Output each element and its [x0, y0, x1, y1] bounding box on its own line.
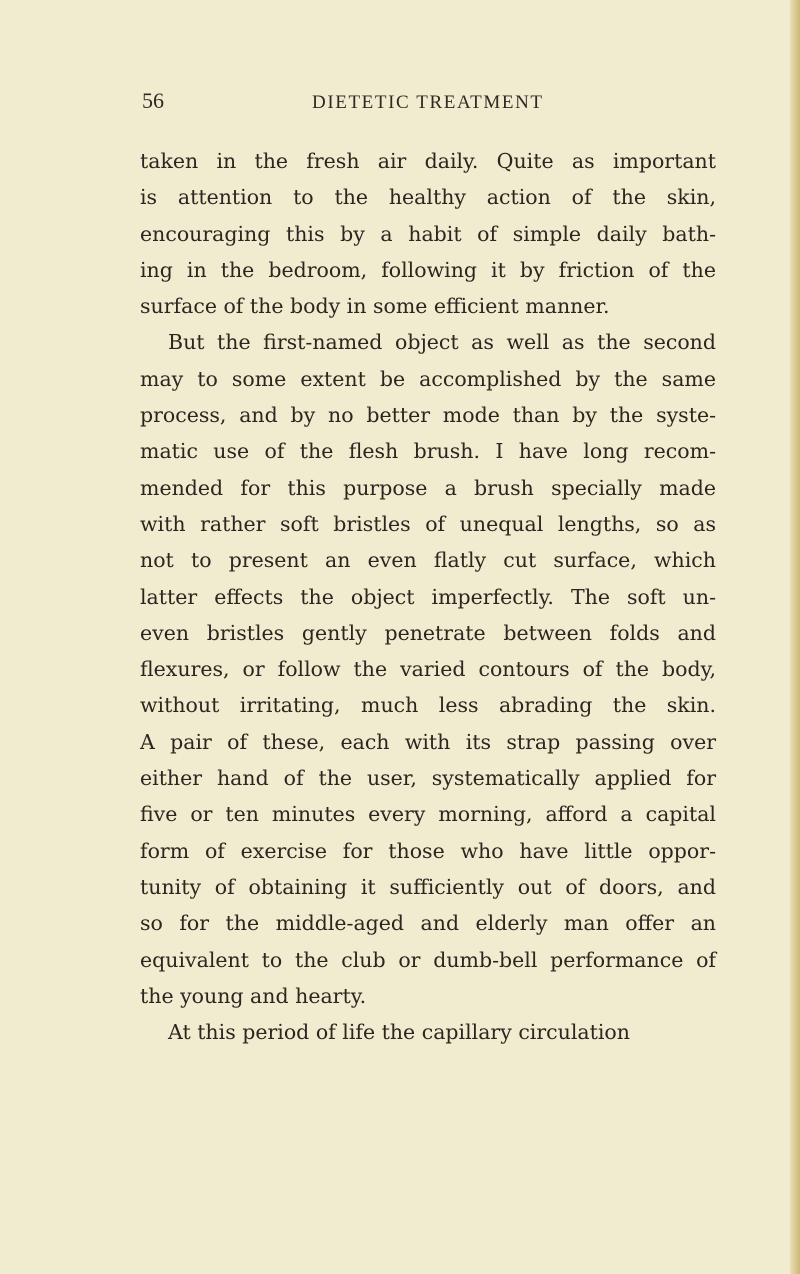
text-line: But the first-named object as well as the second	[168, 330, 716, 355]
text-line: not to present an even flatly cut surface, which	[140, 548, 716, 573]
text-line: process, and by no better mode than by the syste-	[140, 403, 716, 428]
body-text	[140, 143, 716, 1050]
text-line: flexures, or follow the varied contours of the body,	[140, 657, 716, 682]
text-line: matic use of the flesh brush. I have long recom-	[140, 439, 716, 464]
text-line: even bristles gently penetrate between folds and	[140, 620, 716, 645]
page-number: 56	[142, 88, 164, 113]
text-line: latter effects the object imperfectly. The soft un-	[140, 584, 716, 609]
text-line: the young and hearty.	[140, 983, 367, 1008]
running-head: DIETETIC TREATMENT	[312, 92, 544, 113]
text-line: is attention to the healthy action of the skin,	[140, 185, 716, 210]
text-line: taken in the fresh air daily. Quite as important	[140, 149, 716, 173]
text-line: may to some extent be accomplished by the same	[140, 366, 716, 391]
text-line: five or ten minutes every morning, afford a capital	[140, 802, 716, 827]
text-line: either hand of the user, systematically applied for	[140, 766, 716, 791]
text-line: with rather soft bristles of unequal lengths, so as	[140, 511, 716, 536]
text-line: surface of the body in some efficient manner.	[140, 294, 610, 319]
text-line: encouraging this by a habit of simple daily bath-	[140, 221, 716, 246]
text-line: At this period of life the capillary circulation	[168, 1020, 630, 1045]
text-line: A pair of these, each with its strap passing over	[140, 729, 716, 754]
text-line: ing in the bedroom, following it by friction of the	[140, 257, 716, 282]
text-line: so for the middle-aged and elderly man offer an	[140, 911, 716, 936]
page-edge	[790, 0, 800, 1274]
text-line: equivalent to the club or dumb-bell performance of	[140, 947, 716, 972]
text-line: tunity of obtaining it sufficiently out of doors, and	[140, 874, 716, 899]
text-line: form of exercise for those who have little oppor-	[140, 838, 716, 863]
text-line: without irritating, much less abrading the skin.	[140, 693, 716, 718]
text-line: mended for this purpose a brush specially made	[140, 475, 716, 500]
page-header	[142, 88, 732, 120]
